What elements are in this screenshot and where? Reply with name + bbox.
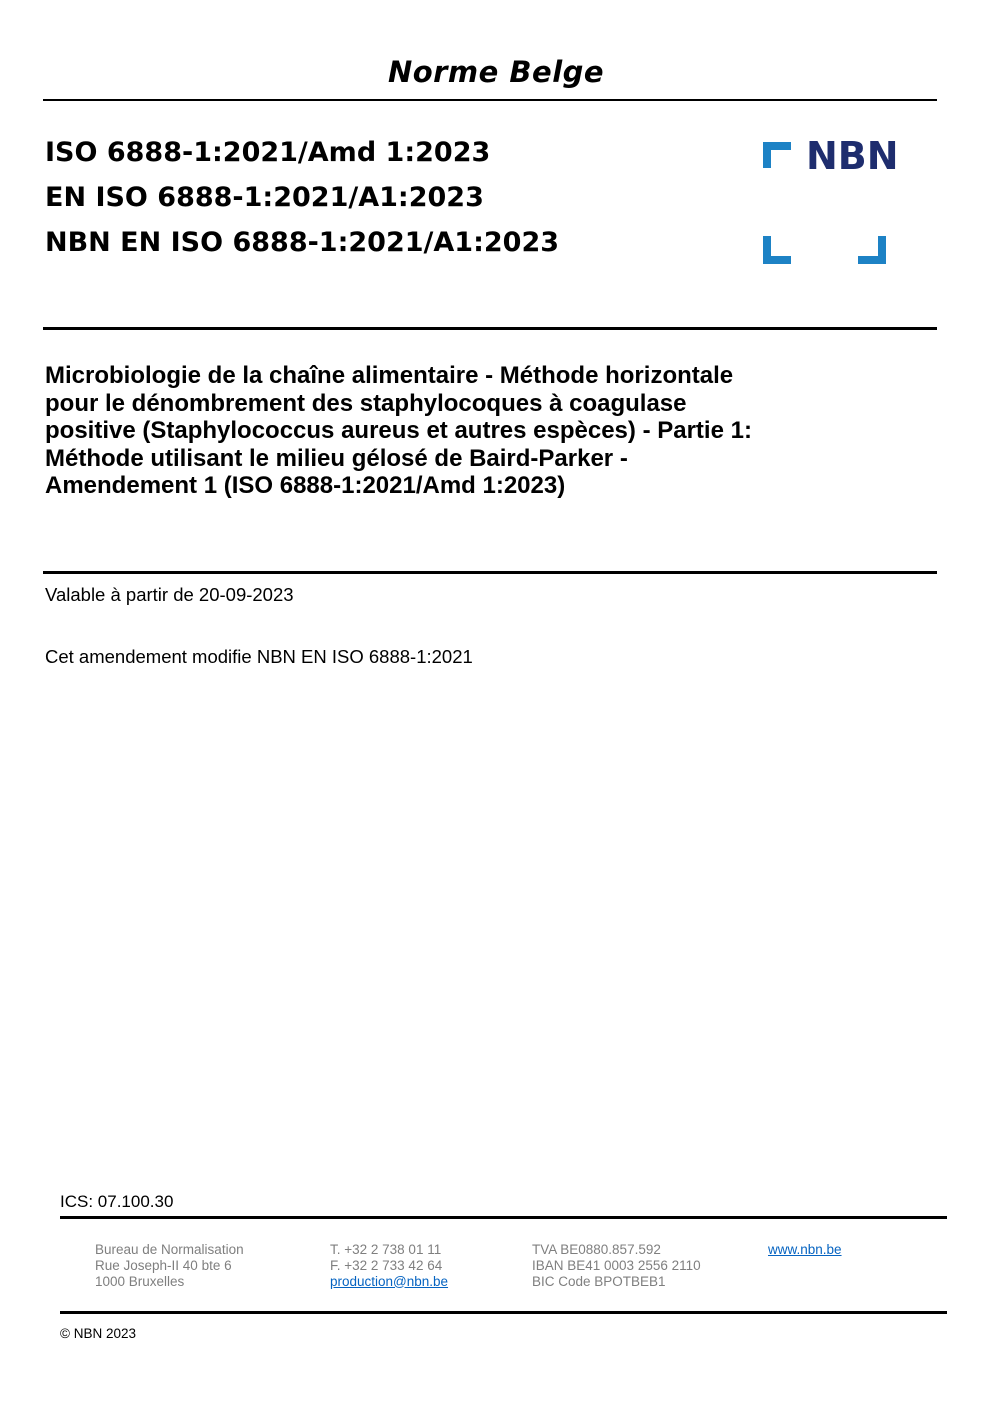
document-type-title: Norme Belge <box>387 55 605 89</box>
footer-address-column <box>95 1242 244 1289</box>
footer-fiscal-column <box>532 1242 701 1289</box>
amendment-note-text: Cet amendement modifie NBN EN ISO 6888-1:2021 <box>45 646 473 667</box>
divider-footer-bottom <box>60 1311 947 1314</box>
footer-website-column <box>768 1242 842 1258</box>
subject-line: Amendement 1 (ISO 6888-1:2021/Amd 1:2023) <box>45 472 566 499</box>
divider-under-codes <box>43 327 937 330</box>
logo-corner-top-left-icon <box>763 142 791 168</box>
copyright-text: © NBN 2023 <box>60 1326 136 1341</box>
standard-code-en-iso: EN ISO 6888-1:2021/A1:2023 <box>45 182 484 213</box>
footer-street: Rue Joseph-II 40 bte 6 <box>95 1257 232 1273</box>
standard-subject-title <box>45 362 752 500</box>
footer-phone-column <box>330 1242 448 1289</box>
subject-line: pour le dénombrement des staphylocoques à coagulase <box>45 389 687 417</box>
standard-code-nbn-en-iso: NBN EN ISO 6888-1:2021/A1:2023 <box>45 227 560 258</box>
subject-line: Méthode utilisant le milieu gélosé de Baird-Parker - <box>45 444 628 472</box>
footer-iban: IBAN BE41 0003 2556 2110 <box>532 1257 701 1273</box>
logo-corner-bottom-right-icon <box>858 236 886 264</box>
subject-line: Microbiologie de la chaîne alimentaire - Méthode horizontale <box>45 362 734 389</box>
divider-footer-top <box>60 1216 947 1219</box>
standard-codes <box>45 130 559 265</box>
footer-phone: T. +32 2 738 01 11 <box>330 1242 442 1257</box>
ics-code-text: ICS: 07.100.30 <box>60 1192 174 1211</box>
footer-fax: F. +32 2 733 42 64 <box>330 1257 443 1273</box>
nbn-logo <box>763 134 899 264</box>
footer-email-link[interactable]: production@nbn.be <box>330 1273 449 1289</box>
footer-bic: BIC Code BPOTBEB1 <box>532 1273 666 1289</box>
divider-top <box>43 99 937 101</box>
nbn-logo-text: NBN <box>806 134 899 178</box>
divider-under-subject <box>43 571 937 574</box>
footer-org-name: Bureau de Normalisation <box>95 1242 244 1257</box>
validity-date-text: Valable à partir de 20-09-2023 <box>45 584 294 605</box>
footer-city: 1000 Bruxelles <box>95 1273 185 1289</box>
footer-vat: TVA BE0880.857.592 <box>532 1242 661 1257</box>
standard-code-iso: ISO 6888-1:2021/Amd 1:2023 <box>45 137 491 168</box>
logo-corner-bottom-left-icon <box>763 236 791 264</box>
subject-line: positive (Staphylococcus aureus et autres espèces) - Partie 1: <box>45 417 752 444</box>
footer-website-link[interactable]: www.nbn.be <box>768 1242 842 1257</box>
